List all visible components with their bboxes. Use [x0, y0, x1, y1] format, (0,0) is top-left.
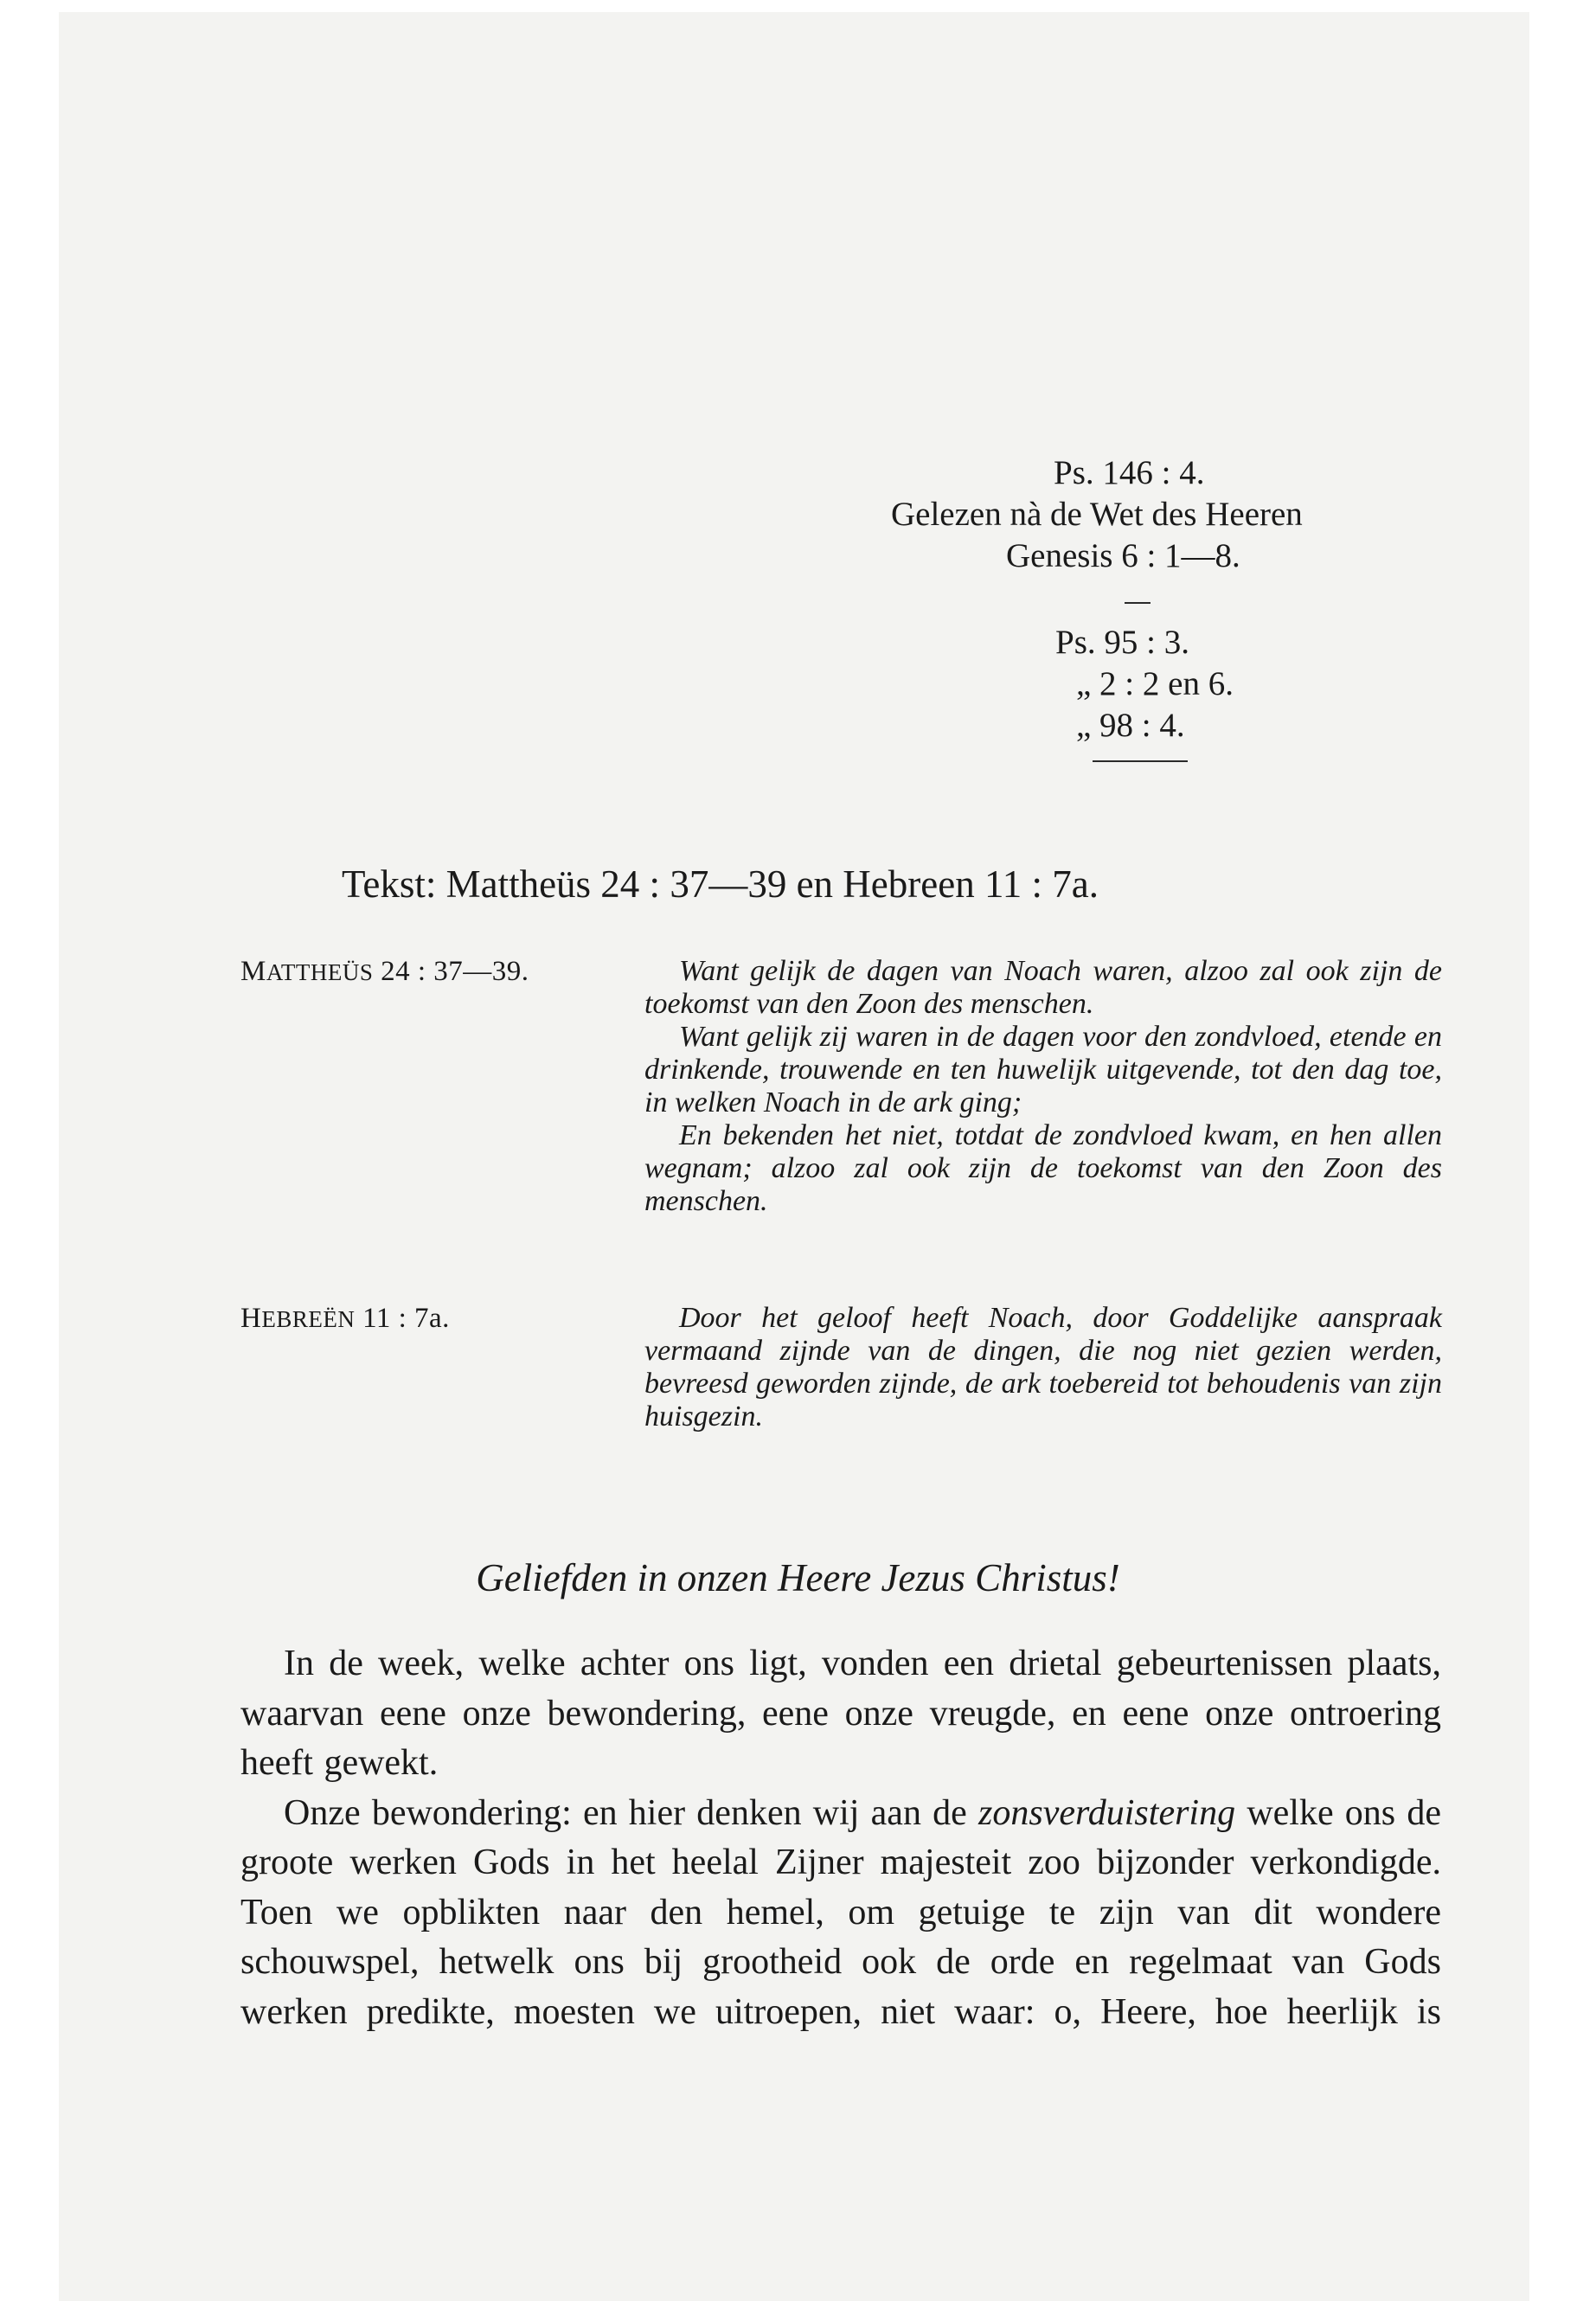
divider-short	[1125, 602, 1151, 604]
psalm-ref-4: „ 98 : 4.	[1076, 707, 1185, 744]
reading-note: Gelezen nà de Wet des Heeren	[891, 496, 1303, 533]
psalm-ref-2: Ps. 95 : 3.	[1055, 624, 1189, 661]
text-reference: Tekst: Mattheüs 24 : 37—39 en Hebreen 11 : 7a.	[342, 862, 1099, 906]
passage-1-verse-39: En bekenden het niet, totdat de zondvloed kwam, en hen allen wegnam; alzoo zal ook zijn de toekomst van den Zoon des menschen.	[644, 1119, 1442, 1217]
divider-long	[1093, 760, 1188, 762]
passage-1-reference: MATTHEÜS 24 : 37—39.	[240, 956, 529, 987]
psalm-ref-3: „ 2 : 2 en 6.	[1076, 665, 1234, 702]
salutation: Geliefden in onzen Heere Jezus Christus!	[476, 1556, 1120, 1599]
passage-2-quote	[644, 1302, 1442, 1433]
passage-1-verse-37: Want gelijk de dagen van Noach waren, alzoo zal ook zijn de toekomst van den Zoon des menschen.	[644, 955, 1442, 1020]
sermon-body	[240, 1639, 1441, 2037]
passage-1-quote	[644, 955, 1442, 1218]
passage-2-verse-7a: Door het geloof heeft Noach, door Goddelijke aanspraak vermaand zijnde van de dingen, die nog niet gezien werden, bevreesd geworden zijnde, de ark toebereid tot behoudenis van zijn huisgezin.	[644, 1302, 1442, 1433]
body-paragraph-2: Onze bewondering: en hier denken wij aan de zonsverduistering welke ons de groote werken Gods in het heelal Zijner majesteit zoo bijzonder verkondigde. Toen we opblikten naar den hemel, om getuige te zijn van dit wondere schouwspel, hetwelk ons bij grootheid ook de orde en regelmaat van Gods werken predikte, moesten we uitroepen, niet waar: o, Heere, hoe heerlijk is	[240, 1792, 1441, 2032]
reading-ref: Genesis 6 : 1—8.	[1006, 537, 1240, 574]
psalm-ref-1: Ps. 146 : 4.	[1054, 454, 1205, 491]
body-paragraph-1: In de week, welke achter ons ligt, vonden een drietal gebeurtenissen plaats, waarvan eene onze bewondering, eene onze vreugde, en eene onze ontroering heeft gewekt.	[240, 1644, 1441, 1783]
passage-2-reference: HEBREËN 11 : 7a.	[240, 1303, 450, 1334]
passage-1-verse-38: Want gelijk zij waren in de dagen voor den zondvloed, etende en drinkende, trouwende en ten huwelijk uitgevende, tot den dag toe, in welken Noach in de ark ging;	[644, 1021, 1442, 1118]
